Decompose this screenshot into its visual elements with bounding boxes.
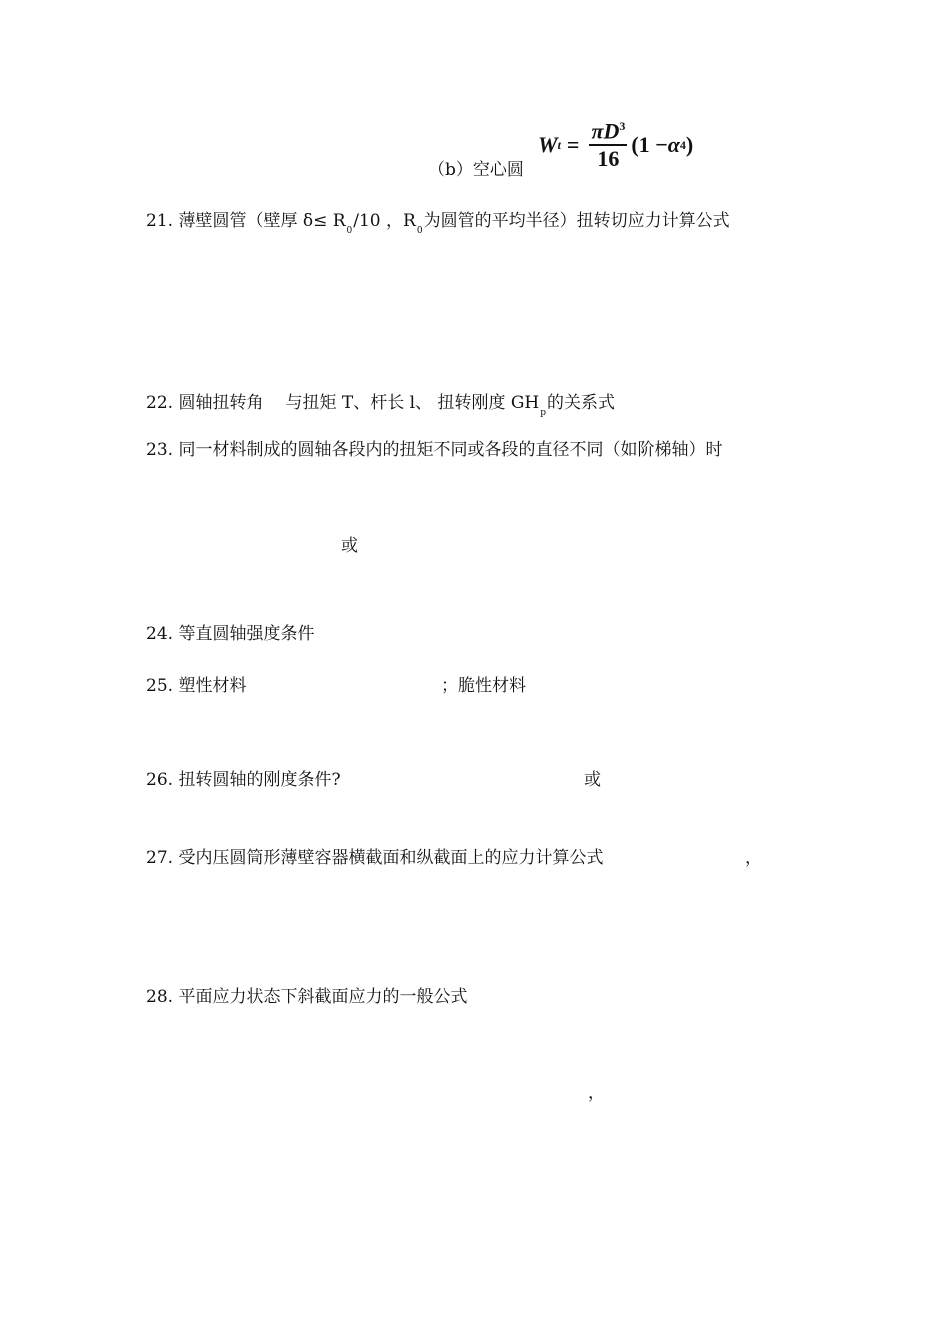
formula-fraction bbox=[589, 120, 627, 170]
hollow-circle-formula bbox=[538, 120, 693, 170]
q21-subscript-1: 0 bbox=[346, 226, 353, 236]
q22-subscript: p bbox=[540, 408, 547, 418]
formula-denominator: 16 bbox=[597, 146, 620, 172]
formula-alpha-exponent: 4 bbox=[679, 138, 686, 153]
question-22 bbox=[146, 393, 616, 418]
formula-paren-close: ) bbox=[685, 132, 694, 158]
question-28-comma: ， bbox=[588, 1083, 605, 1103]
question-27-comma: ， bbox=[745, 848, 762, 868]
formula-alpha: α bbox=[667, 132, 680, 158]
question-23-or: 或 bbox=[341, 536, 358, 556]
question-23: 23. 同一材料制成的圆轴各段内的扭矩不同或各段的直径不同（如阶梯轴）时 bbox=[146, 440, 723, 460]
q21-subscript-2: 0 bbox=[416, 226, 423, 236]
q22-text-a: 22. 圆轴扭转角 bbox=[146, 393, 264, 413]
question-25-brittle: ；脆性材料 bbox=[441, 676, 526, 696]
question-21 bbox=[146, 211, 730, 236]
q21-text-a: 21. 薄壁圆管（壁厚 δ≤ R bbox=[146, 211, 346, 231]
q21-text-b: /10 ，R bbox=[353, 211, 416, 231]
formula-d: D bbox=[603, 118, 620, 144]
formula-pi: π bbox=[591, 118, 604, 144]
question-24: 24. 等直圆轴强度条件 bbox=[146, 624, 315, 644]
formula-numerator bbox=[589, 120, 627, 146]
q21-text-c: 为圆管的平均半径）扭转切应力计算公式 bbox=[423, 211, 730, 231]
q22-text-b: 与扭矩 T、杆长 l、 扭转刚度 GH bbox=[285, 393, 540, 413]
formula-equals: = bbox=[566, 132, 580, 158]
question-25-plastic: 25. 塑性材料 bbox=[146, 676, 247, 696]
question-26-or: 或 bbox=[584, 770, 601, 790]
formula-lhs: W bbox=[538, 132, 558, 158]
hollow-circle-label: （b）空心圆 bbox=[428, 160, 524, 180]
formula-paren-open: (1 − bbox=[631, 132, 668, 158]
q22-text-c: 的关系式 bbox=[547, 393, 616, 413]
question-28: 28. 平面应力状态下斜截面应力的一般公式 bbox=[146, 987, 468, 1007]
formula-d-exponent: 3 bbox=[619, 119, 626, 133]
question-26: 26. 扭转圆轴的刚度条件? bbox=[146, 770, 341, 790]
formula-lhs-sub: t bbox=[557, 138, 561, 153]
question-27: 27. 受内压圆筒形薄壁容器横截面和纵截面上的应力计算公式 bbox=[146, 848, 604, 868]
